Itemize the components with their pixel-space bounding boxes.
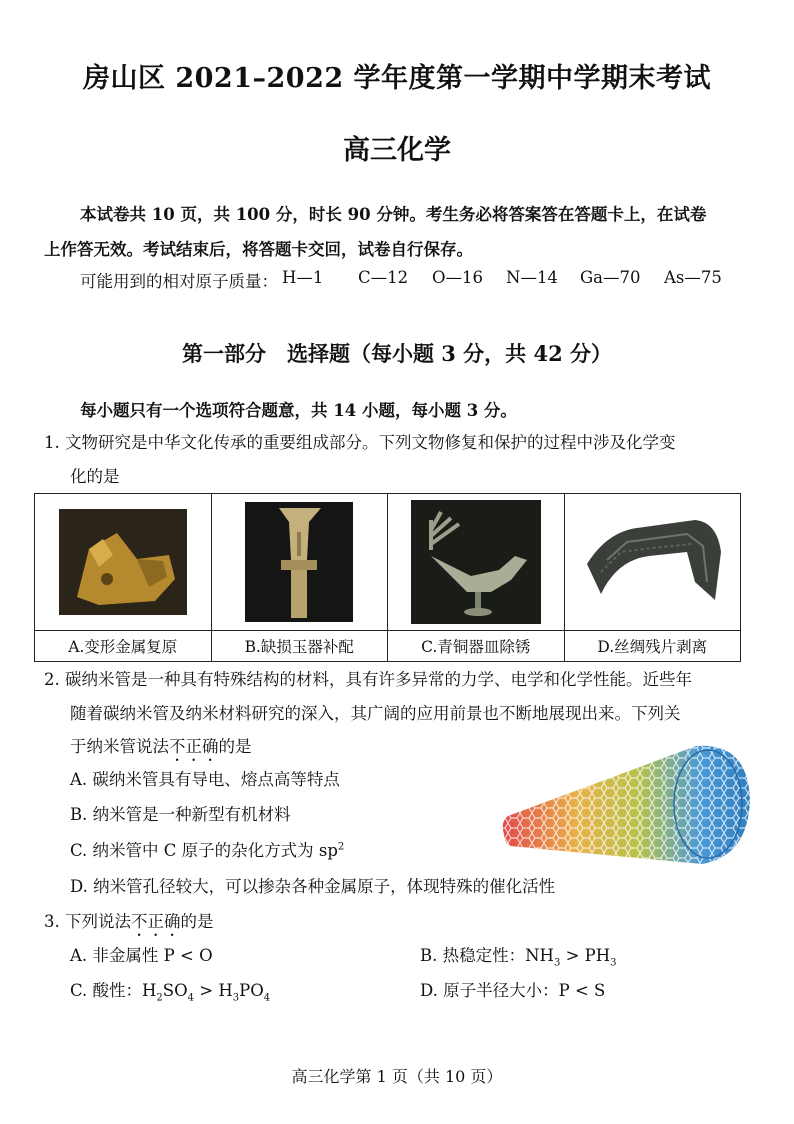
q2-option-b: B. 纳米管是一种新型有机材料 [70,805,291,824]
q2-stem-line-1: 2. 碳纳米管是一种具有特殊结构的材料，具有许多异常的力学、电学和化学性能。近些年 [44,670,692,689]
q2-stem-line-3: 于纳米管说法不正确的是 [70,737,252,756]
silk-fragment-image [577,512,727,612]
atomic-mass-o: O—16 [432,268,484,287]
bronze-bird-image [411,500,541,624]
atomic-mass-label: 可能用到的相对原子质量： [80,272,278,291]
q1-options-table [34,493,741,662]
q3-option-a: A. 非金属性 P < O [70,946,213,965]
q1-stem-line-1: 1. 文物研究是中华文化传承的重要组成部分。下列文物修复和保护的过程中涉及化学变 [44,433,676,452]
q1-option-c: C.青铜器皿除锈 [388,631,565,662]
page-footer: 高三化学第 1 页（共 10 页） [291,1067,503,1086]
jade-artifact-image [245,502,353,622]
intro-line-2: 上作答无效。考试结束后，将答题卡交回，试卷自行保存。 [44,240,473,259]
q1-image-c-cell [388,494,565,631]
atomic-mass-h: H—1 [282,268,324,287]
q2-stem-line-2: 随着碳纳米管及纳米材料研究的深入，其广阔的应用前景也不断地展现出来。下列关 [70,704,681,723]
q1-stem-line-2: 化的是 [70,467,120,486]
carbon-nanotube-image [496,738,752,872]
q3-option-c: C. 酸性：$H_2SO_4 > H_3PO_4$ [70,981,271,1004]
q3-stem: 3. 下列说法不正确的是 [44,912,214,931]
q1-option-d: D.丝绸残片剥离 [564,631,741,662]
q2-option-c: C. 纳米管中 C 原子的杂化方式为 $sp^2$ [70,841,345,860]
section-instruction: 每小题只有一个选项符合题意，共 14 小题，每小题 3 分。 [80,401,517,420]
atomic-mass-as: As—75 [664,268,722,287]
q1-option-a: A.变形金属复原 [35,631,212,662]
q1-option-b: B.缺损玉器补配 [211,631,388,662]
atomic-mass-n: N—14 [506,268,558,287]
q3-option-d: D. 原子半径大小：P < S [420,981,606,1000]
q1-image-d-cell [564,494,741,631]
negation-emphasis: 不正确 [131,912,181,931]
q3-option-b: B. 热稳定性：$NH_3 > PH_3$ [420,946,617,969]
q2-option-a: A. 碳纳米管具有导电、熔点高等特点 [70,770,340,789]
intro-line-1: 本试卷共 10 页，共 100 分，时长 90 分钟。考生务必将答案答在答题卡上，在试卷 [80,205,707,224]
q2-option-d: D. 纳米管孔径较大，可以掺杂各种金属原子，体现特殊的催化活性 [70,877,556,896]
exam-title: 房山区 2021–2022 学年度第一学期中学期末考试 [82,63,712,94]
negation-emphasis: 不正确 [169,737,219,756]
q1-image-a-cell [35,494,212,631]
atomic-mass-c: C—12 [358,268,409,287]
q1-image-b-cell [211,494,388,631]
section-title: 第一部分 选择题（每小题 3 分，共 42 分） [181,341,613,366]
atomic-mass-ga: Ga—70 [580,268,641,287]
subject-title: 高三化学 [343,135,451,166]
gold-mask-image [59,509,187,615]
